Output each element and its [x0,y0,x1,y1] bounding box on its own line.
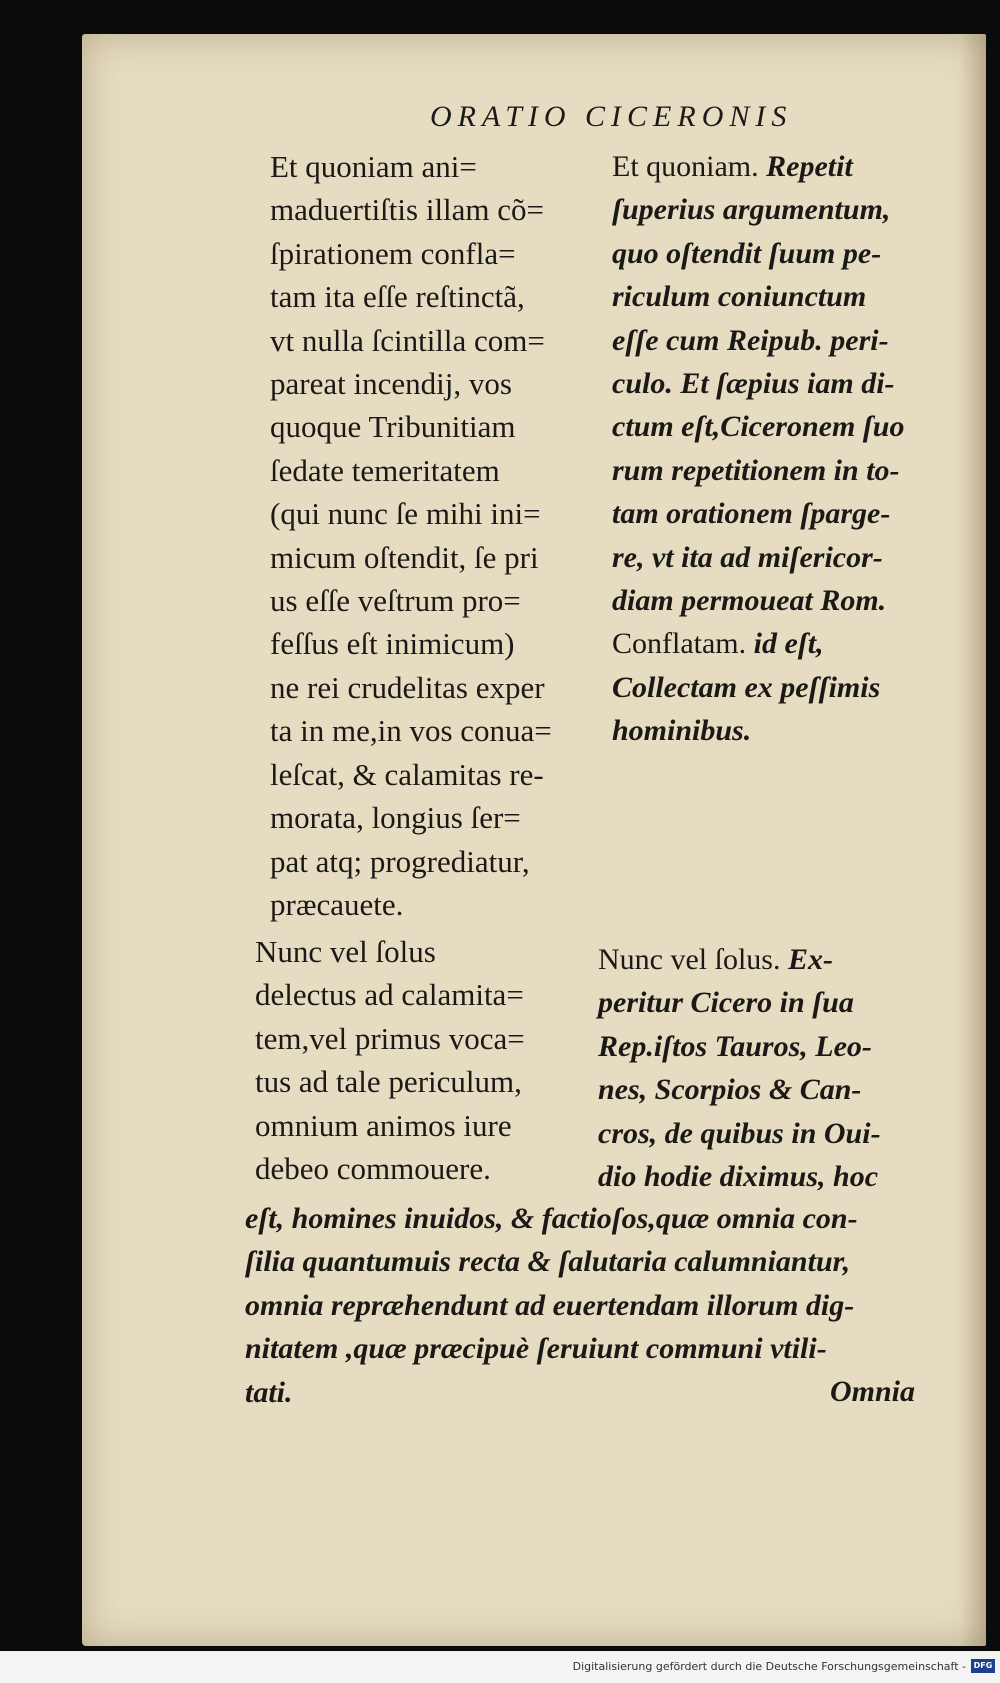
commentary-line [612,709,972,752]
text-line: pareat incendij, vos [270,366,512,402]
catchword: Omnia [830,1375,916,1408]
text-line: tam ita eſſe reſtinctã, [270,279,525,315]
commentary-text: ctum eſt,Ciceronem ſuo [612,410,905,444]
main-text-block-2 [255,930,585,1190]
commentary-text: Ex- [780,943,833,976]
text-line: morata, longius ſer= [270,800,521,836]
text-line: eſt, homines inuidos, & factioſos,quæ omnia con- [245,1202,858,1235]
dfg-logo: DFG [971,1659,995,1673]
commentary-text: Repetit [758,150,853,183]
text-line: (qui nunc ſe mihi ini= [270,496,541,532]
commentary-text: Rep.iſtos Tauros, Leo- [598,1029,872,1063]
text-line: ſpirationem confla= [270,235,516,271]
text-line: tati. [245,1375,293,1409]
main-text-block-1 [270,145,600,926]
text-line: omnium animos iure [255,1107,512,1143]
commentary-block-2 [598,938,968,1198]
commentary-line [612,405,972,448]
commentary-line [612,449,972,492]
commentary-line [598,1112,968,1155]
commentary-text: rum repetitionem in to- [612,453,900,487]
text-line: omnia repræhendunt ad euertendam illorum dig- [245,1288,855,1322]
digitization-footer [0,1651,1000,1683]
commentary-line [612,319,972,362]
text-line: feſſus eſt inimicum) [270,626,515,662]
commentary-text: ſuperius argumentum, [612,193,891,227]
text-line: us eſſe veſtrum pro= [270,583,521,619]
lemma: Et quoniam. [612,150,759,183]
text-line: Et quoniam ani= [270,149,477,184]
commentary-text: dio hodie diximus, hoc [598,1160,879,1194]
commentary-block-1 [612,145,972,753]
commentary-line [612,666,972,709]
commentary-line [612,232,972,275]
text-line: debeo commouere. [255,1151,491,1187]
text-line: leſcat, & calamitas re- [270,756,544,792]
footer-credit: Digitalisierung gefördert durch die Deutsche Forschungsgemeinschaft - [572,1660,966,1673]
commentary-text: diam permoueat Rom. [612,584,887,618]
text-line: ſilia quantumuis recta & ſalutaria calumniantur, [245,1245,851,1279]
commentary-line [612,536,972,579]
commentary-text: tam orationem ſparge- [612,497,891,531]
commentary-line [612,622,972,665]
running-head: ORATIO CICERONIS [430,100,793,133]
commentary-line [598,1155,968,1198]
commentary-text: quo oſtendit ſuum pe- [612,236,882,270]
text-line: vt nulla ſcintilla com= [270,322,545,358]
text-line: ſedate temeritatem [270,452,500,488]
commentary-line [612,579,972,622]
commentary-text: peritur Cicero in ſua [598,986,854,1020]
text-line: tus ad tale periculum, [255,1064,522,1100]
commentary-line [598,1068,968,1111]
text-line: pat atq; progrediatur, [270,843,530,879]
lemma: Nunc vel ſolus. [598,943,781,976]
text-line: maduertiſtis illam cõ= [270,192,545,228]
commentary-text: nes, Scorpios & Can- [598,1073,862,1107]
commentary-line [598,1025,968,1068]
commentary-text: id eſt, [746,627,824,661]
commentary-line [598,981,968,1024]
commentary-text: re, vt ita ad miſericor- [612,540,883,574]
commentary-line [612,145,972,188]
text-line: præcauete. [270,886,404,922]
lemma: Conflatam. [612,627,747,661]
commentary-line [612,275,972,318]
text-line: delectus ad calamita= [255,977,524,1013]
commentary-text: riculum coniunctum [612,280,867,314]
text-line: Nunc vel ſolus [255,934,436,969]
text-line: nitatem ,quæ præcipuè ſeruiunt communi vtili- [245,1332,827,1366]
commentary-line [612,362,972,405]
text-line: micum oſtendit, ſe pri [270,539,539,575]
text-line: tem,vel primus voca= [255,1020,525,1056]
commentary-line [612,492,972,535]
commentary-text: hominibus. [612,714,752,748]
text-line: ta in me,in vos conua= [270,713,552,749]
commentary-text: eſſe cum Reipub. peri- [612,323,889,357]
commentary-text: cros, de quibus in Oui- [598,1116,881,1150]
commentary-line [598,938,968,981]
commentary-text: Collectam ex peſſimis [612,670,881,704]
text-line: ne rei crudelitas exper [270,669,545,705]
commentary-line [612,188,972,231]
text-line: quoque Tribunitiam [270,409,516,445]
commentary-text: culo. Et ſæpius iam di- [612,367,895,401]
